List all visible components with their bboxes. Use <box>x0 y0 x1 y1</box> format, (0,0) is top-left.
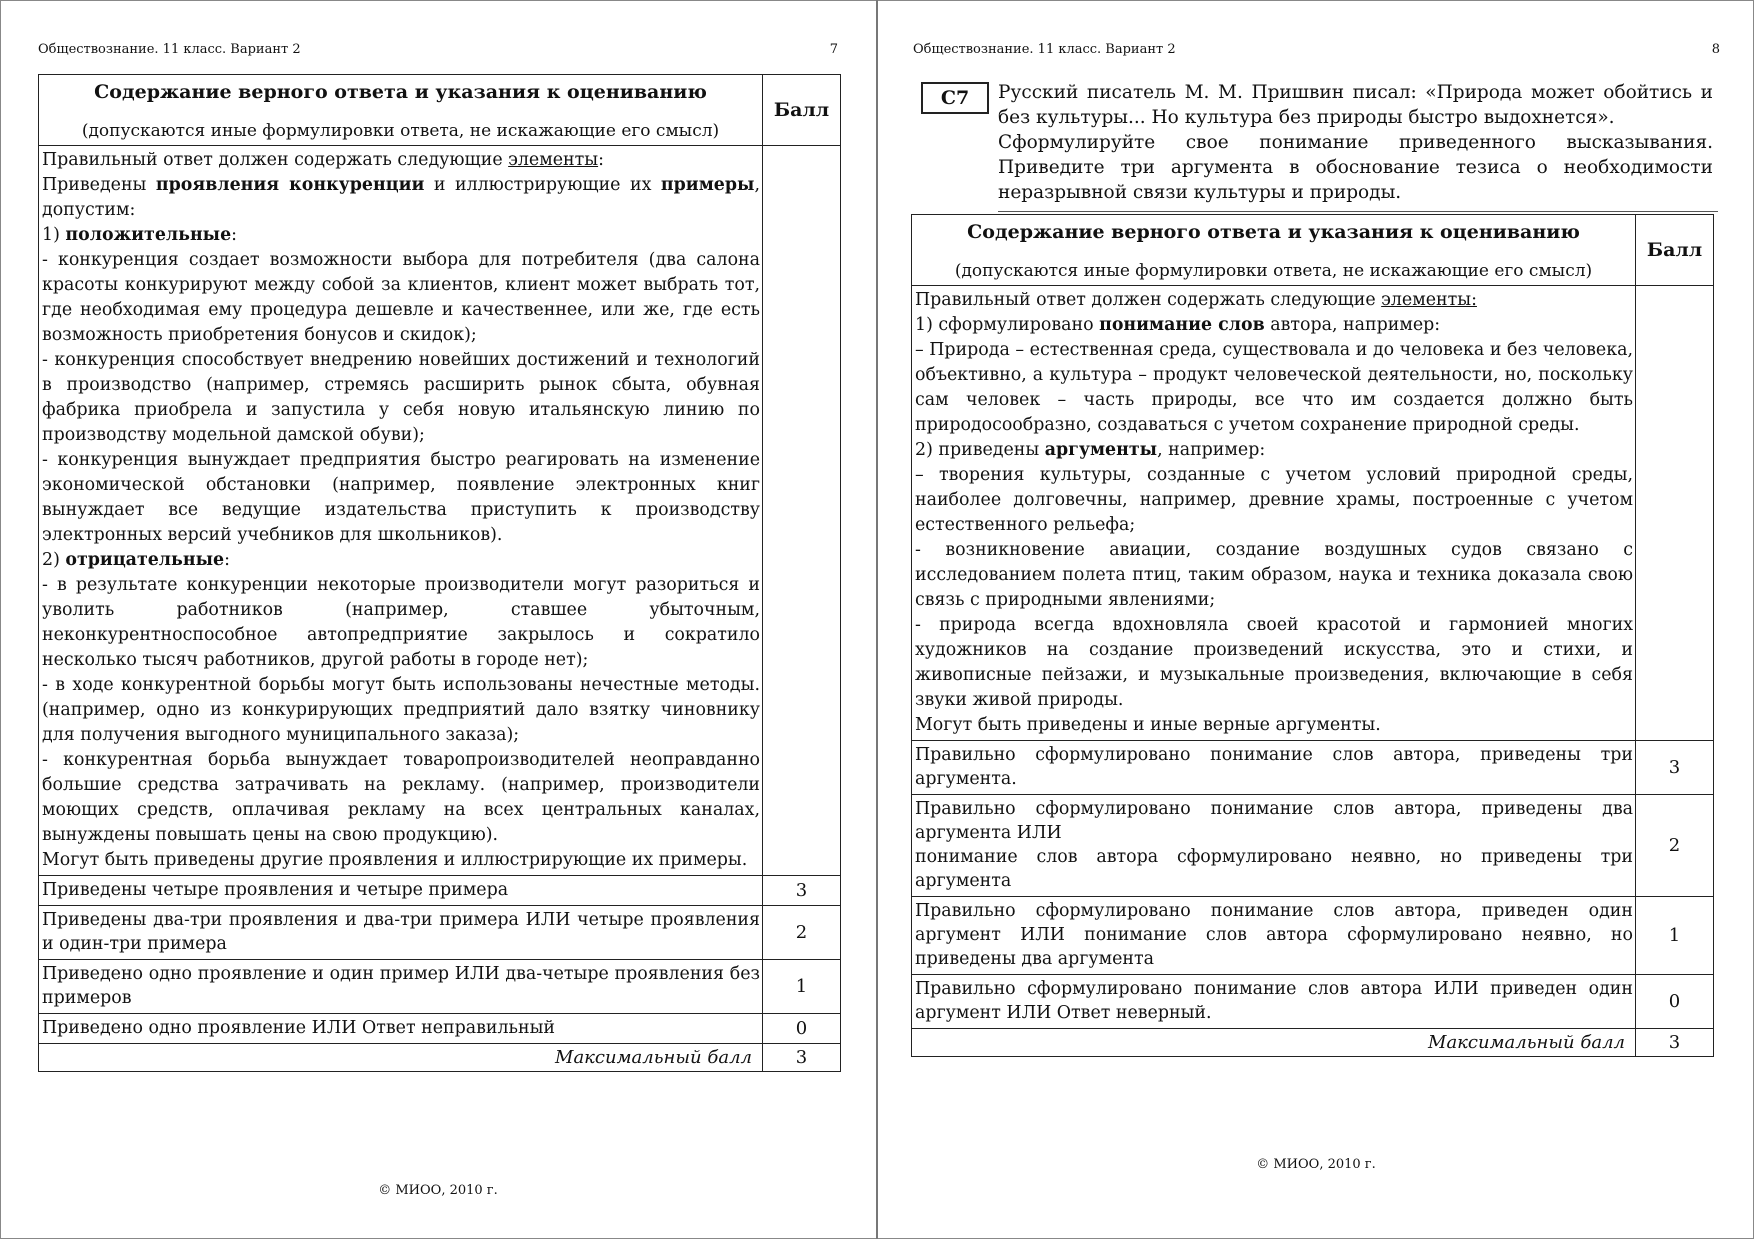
criteria-text: Приведено одно проявление и один пример ИЛИ два-четыре проявления без примеров <box>39 960 763 1014</box>
answer-content-cell <box>39 146 763 876</box>
page-footer: © МИОО, 2010 г. <box>1256 1157 1376 1172</box>
content-item: - природа всегда вдохновляла своей красотой и гармонией многих художников на создание произведений искусства, это и стихи, и живописные пейзажи, и музыкальные произведения, включающие в себя звуки живой природы. <box>915 615 1633 710</box>
answer-content-row <box>39 146 841 876</box>
content-item: – творения культуры, созданные с учетом условий природной среды, наиболее долговечны, например, древние храмы, построенные с учетом естественного рельефа; <box>915 465 1633 535</box>
content-subheading: 1) сформулировано понимание слов автора, например: <box>915 315 1441 335</box>
question-text <box>998 80 1713 205</box>
criteria-text-part: Правильно сформулировано понимание слов автора, приведены два аргумента ИЛИ <box>915 799 1633 843</box>
table-header-row <box>912 215 1714 286</box>
criteria-score: 2 <box>1636 795 1714 897</box>
header-main: Содержание верного ответа и указания к оцениванию <box>94 81 707 103</box>
content-item: - возникновение авиации, создание воздушных судов связано с исследованием полета птиц, таким образом, наука и техника доказала свою связь с природными явлениями; <box>915 540 1633 610</box>
table-header-row <box>39 75 841 146</box>
criteria-text: Правильно сформулировано понимание слов автора, приведен один аргумент ИЛИ понимание слов автора сформулировано неявно, но приведены два аргумента <box>912 897 1636 975</box>
criteria-score: 0 <box>1636 975 1714 1029</box>
question-id-box: C7 <box>921 82 989 114</box>
header-main: Содержание верного ответа и указания к оцениванию <box>967 221 1580 243</box>
page-number: 7 <box>829 42 838 57</box>
criteria-score: 3 <box>763 876 841 906</box>
content-intro: Правильный ответ должен содержать следующие элементы: <box>42 150 604 170</box>
content-intro: Правильный ответ должен содержать следующие элементы: <box>915 290 1477 310</box>
question-quote: Русский писатель М. М. Пришвин писал: «Природа может обойтись и без культуры... Но культура без природы быстро выдохнется». <box>998 82 1713 128</box>
max-score-label: Максимальный балл <box>39 1044 763 1072</box>
header-score: Балл <box>763 75 841 146</box>
content-outro: Могут быть приведены и иные верные аргументы. <box>915 715 1381 735</box>
page-footer: © МИОО, 2010 г. <box>378 1183 498 1198</box>
content-item: - конкуренция способствует внедрению новейших достижений и технологий в производство (например, стремясь расширить рынок сбыта, обувная фабрика приобрела и запустила у себя новую итальянскую линию по производству модельной дамской обуви); <box>42 350 760 445</box>
page-header-title: Обществознание. 11 класс. Вариант 2 <box>38 42 301 57</box>
question-task: Сформулируйте свое понимание приведенного высказывания. Приведите три аргумента в обоснование тезиса о необходимости неразрывной связи культуры и природы. <box>998 132 1713 203</box>
criteria-score: 3 <box>1636 741 1714 795</box>
left-page <box>0 0 876 1239</box>
empty-score-cell <box>1636 286 1714 741</box>
page-number: 8 <box>1711 42 1720 57</box>
max-score-label: Максимальный балл <box>912 1029 1636 1057</box>
criteria-score: 1 <box>763 960 841 1014</box>
criteria-row <box>912 897 1714 975</box>
criteria-score: 2 <box>763 906 841 960</box>
criteria-text: Приведены два-три проявления и два-три примера ИЛИ четыре проявления и один-три примера <box>39 906 763 960</box>
content-item: - в результате конкуренции некоторые производители могут разориться и уволить работников (например, ставшее убыточным, неконкурентноспособное автопредприятие закрылось и сократило несколько тысяч работников, другой работы в городе нет); <box>42 575 760 670</box>
criteria-score: 0 <box>763 1014 841 1044</box>
answer-content-cell <box>912 286 1636 741</box>
content-item: - конкуренция вынуждает предприятия быстро реагировать на изменение экономической обстановки (например, появление электронных книг вынуждает все ведущие издательства приступить к производству электронных версий учебников для школьников). <box>42 450 760 545</box>
question-rule <box>998 211 1718 212</box>
content-subheading: 2) отрицательные: <box>42 550 230 570</box>
content-subheading: 1) положительные: <box>42 225 238 245</box>
criteria-text: Правильно сформулировано понимание слов автора ИЛИ приведен один аргумент ИЛИ Ответ неверный. <box>912 975 1636 1029</box>
max-score-row <box>912 1029 1714 1057</box>
content-item: - конкуренция создает возможности выбора для потребителя (два салона красоты конкурируют между собой за клиентов, клиент может выбрать тот, где необходимая ему процедура дешевле и качественнее, или же, где есть возможность приобретения бонусов и скидок); <box>42 250 760 345</box>
criteria-row <box>912 795 1714 897</box>
criteria-row <box>39 876 841 906</box>
right-page <box>878 0 1754 1239</box>
criteria-row <box>39 1014 841 1044</box>
content-line: Приведены проявления конкуренции и иллюстрирующие их примеры, допустим: <box>42 175 760 220</box>
header-sub: (допускаются иные формулировки ответа, не искажающие его смысл) <box>954 261 1593 281</box>
empty-score-cell <box>763 146 841 876</box>
criteria-row <box>912 975 1714 1029</box>
max-score-value: 3 <box>763 1044 841 1072</box>
page-header-title: Обществознание. 11 класс. Вариант 2 <box>913 42 1176 57</box>
criteria-row <box>39 906 841 960</box>
content-outro: Могут быть приведены другие проявления и иллюстрирующие их примеры. <box>42 850 748 870</box>
content-subheading: 2) приведены аргументы, например: <box>915 440 1266 460</box>
header-score: Балл <box>1636 215 1714 286</box>
criteria-text-part: понимание слов автора сформулировано неявно, но приведены три аргумента <box>915 847 1633 891</box>
criteria-text: Приведены четыре проявления и четыре примера <box>39 876 763 906</box>
header-content-cell <box>912 215 1636 286</box>
criteria-text <box>912 795 1636 897</box>
answer-content-row <box>912 286 1714 741</box>
max-score-value: 3 <box>1636 1029 1714 1057</box>
criteria-text: Правильно сформулировано понимание слов автора, приведены три аргумента. <box>912 741 1636 795</box>
criteria-row <box>39 960 841 1014</box>
criteria-row <box>912 741 1714 795</box>
header-sub: (допускаются иные формулировки ответа, не искажающие его смысл) <box>81 121 720 141</box>
content-item: - конкурентная борьба вынуждает товаропроизводителей неоправданно большие средства затрачивать на рекламу. (например, производители моющих средств, оплачивая рекламу на всех центральных каналах, вынуждены повышать цены на свою продукцию). <box>42 750 760 845</box>
grading-table <box>38 74 841 1072</box>
content-item: – Природа – естественная среда, существовала и до человека и без человека, объективно, а культура – продукт человеческой деятельности, но, поскольку сам человек – часть природы, все что им создается должно быть природосообразно, создаваться с учетом сохранение природной среды. <box>915 340 1633 435</box>
criteria-text: Приведено одно проявление ИЛИ Ответ неправильный <box>39 1014 763 1044</box>
criteria-score: 1 <box>1636 897 1714 975</box>
grading-table <box>911 214 1714 1057</box>
header-content-cell <box>39 75 763 146</box>
content-item: - в ходе конкурентной борьбы могут быть использованы нечестные методы. (например, одно из конкурирующих предприятий дало взятку чиновнику для получения выгодного муниципального заказа); <box>42 675 760 745</box>
max-score-row <box>39 1044 841 1072</box>
